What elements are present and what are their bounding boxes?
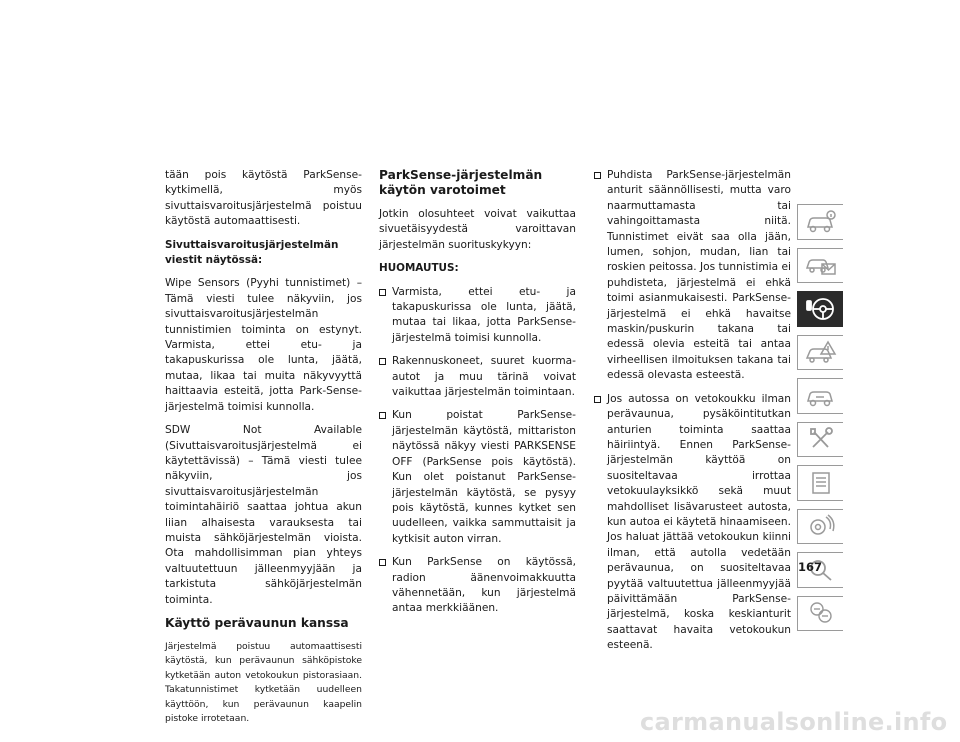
tab-steering[interactable] <box>797 291 843 327</box>
watermark-text: carmanualsonline.info <box>640 708 948 736</box>
square-bullet-icon <box>379 289 386 296</box>
square-bullet-icon <box>594 172 601 179</box>
square-bullet-icon <box>379 559 386 566</box>
tab-specifications[interactable] <box>797 465 843 501</box>
tab-car-mail[interactable] <box>797 248 843 284</box>
specifications-list-icon <box>804 470 838 496</box>
list-item: Rakennuskoneet, suuret kuorma-autot ja muu tärinä voivat vaikuttaa järjestelmän toimintaan. <box>379 354 576 400</box>
car-service-icon <box>804 383 838 409</box>
car-warning-icon <box>804 339 838 365</box>
precautions-intro: Jotkin olosuhteet voivat vaikuttaa sivuetäisyydestä varoittavan järjestelmän suorituskykyyn: <box>379 208 576 251</box>
list-item: Puhdista ParkSense-järjestelmän anturit säännöllisesti, mutta varo naarmuttamasta tai vahingoittamasta niitä. Tunnistimet eivät saa olla jään, lumen, sohjon, mudan, lian tai roskien peitossa. Jos tunnistimia ei puhdisteta, järjestelmä ei ehkä toimi asianmukaisesti. ParkSense-järjestelmä ei ehkä havaitse maskin/puskurin takana tai edessä olevia esteitä tai antaa virheellisen ilmoituksen takana tai edessä olevasta esteestä. <box>594 168 791 384</box>
list-item: Varmista, ettei etu- ja takapuskurissa ole lunta, jäätä, mutaa tai likaa, jotta ParkSense-järjestelmä toimisi kunnolla. <box>379 285 576 347</box>
text-column-3 <box>594 168 791 662</box>
intro-paragraph: tään pois käytöstä ParkSense-kytkimellä, myös sivuttaisvaroitusjärjestelmä poistuu käytöstä automaattisesti. <box>165 169 362 228</box>
precautions-heading: ParkSense-järjestelmän käytön varotoimet <box>379 168 543 197</box>
car-info-icon <box>804 209 838 235</box>
precautions-list-continued <box>594 168 791 654</box>
car-mail-icon <box>804 252 838 278</box>
tab-car-warning[interactable] <box>797 335 843 371</box>
tab-car-service[interactable] <box>797 378 843 414</box>
text-column-1 <box>165 168 362 734</box>
wrench-screwdriver-icon <box>804 426 838 452</box>
precautions-list <box>379 285 576 617</box>
list-item: Kun poistat ParkSense-järjestelmän käytöstä, mittariston näytössä näkyy viesti PARKSENSE OFF (ParkSense pois käytöstä). Kun olet poistanut ParkSense-järjestelmän käytöstä, se pysyy pois käytöstä, kunnes kytket sen uudelleen, vaikka sammuttaisit ja kytkisit auton virran. <box>379 408 576 547</box>
square-bullet-icon <box>594 396 601 403</box>
square-bullet-icon <box>379 412 386 419</box>
steering-wheel-icon <box>804 295 838 323</box>
trailer-heading: Käyttö perävaunun kanssa <box>165 615 349 630</box>
tab-car-info[interactable] <box>797 204 843 240</box>
messages-heading: Sivuttaisvaroitusjärjestelmän viestit näytössä: <box>165 238 339 267</box>
media-gear-icon <box>804 513 838 539</box>
languages-icon <box>804 600 838 626</box>
trailer-paragraph: Järjestelmä poistuu automaattisesti käytöstä, kun perävaunun sähköpistoke kytketään auton vetokoukun pistorasiaan. Takatunnistimet kytketään uudelleen käyttöön, kun perävaunun kaapelin pistoke irrotetaan. <box>165 640 362 724</box>
text-column-2 <box>379 168 576 625</box>
list-item: Kun ParkSense on käytössä, radion äänenvoimakkuutta vähennetään, kun järjestelmä antaa merkkiäänen. <box>379 555 576 617</box>
tab-languages[interactable] <box>797 596 843 632</box>
tab-multimedia[interactable] <box>797 509 843 545</box>
wipe-sensors-paragraph: Wipe Sensors (Pyyhi tunnistimet) – Tämä viesti tulee näkyviin, jos sivuttaisvaroitusjärjestelmän tunnistimien toiminta on estynyt. Varmista, ettei etu- ja takapuskurissa ole lunta, jäätä, mutaa, likaa tai muita näkyvyyttä haittaavia esteitä, jotta Park-Sense-järjestelmä toimisi kunnolla. <box>165 277 362 413</box>
tab-maintenance[interactable] <box>797 422 843 458</box>
note-label: HUOMAUTUS: <box>379 262 459 275</box>
list-item: Jos autossa on vetokoukku ilman perävaunua, pysäköintitutkan anturien toiminta saattaa häiriintyä. Ennen ParkSense-järjestelmän käyttöä on suositeltavaa irrottaa vetokuulayksikkö sekä muut mahdolliset lisävarusteet autosta, kun autoa ei käytetä hinaamiseen. Jos haluat jättää vetokoukun kiinni ilman, että autolla vedetään perävaunua, on suositeltavaa pyytää valtuutettua jälleenmyyjää päivittämään ParkSense-järjestelmä, koska keskianturit saattavat havaita vetokoukun esteenä. <box>594 392 791 654</box>
page-number: 167 <box>798 560 823 574</box>
sdw-paragraph: SDW Not Available (Sivuttaisvaroitusjärjestelmä ei käytettävissä) – Tämä viesti tulee näkyviin, jos sivuttaisvaroitusjärjestelmän toimintahäiriö saattaa johtua akun liian alhaisesta varauksesta tai muista sähköjärjestelmän vioista. Ota mahdollisimman pian yhteys valtuutettuun jälleenmyyjään ja tarkistuta sähköjärjestelmän toiminta. <box>165 424 362 606</box>
square-bullet-icon <box>379 358 386 365</box>
